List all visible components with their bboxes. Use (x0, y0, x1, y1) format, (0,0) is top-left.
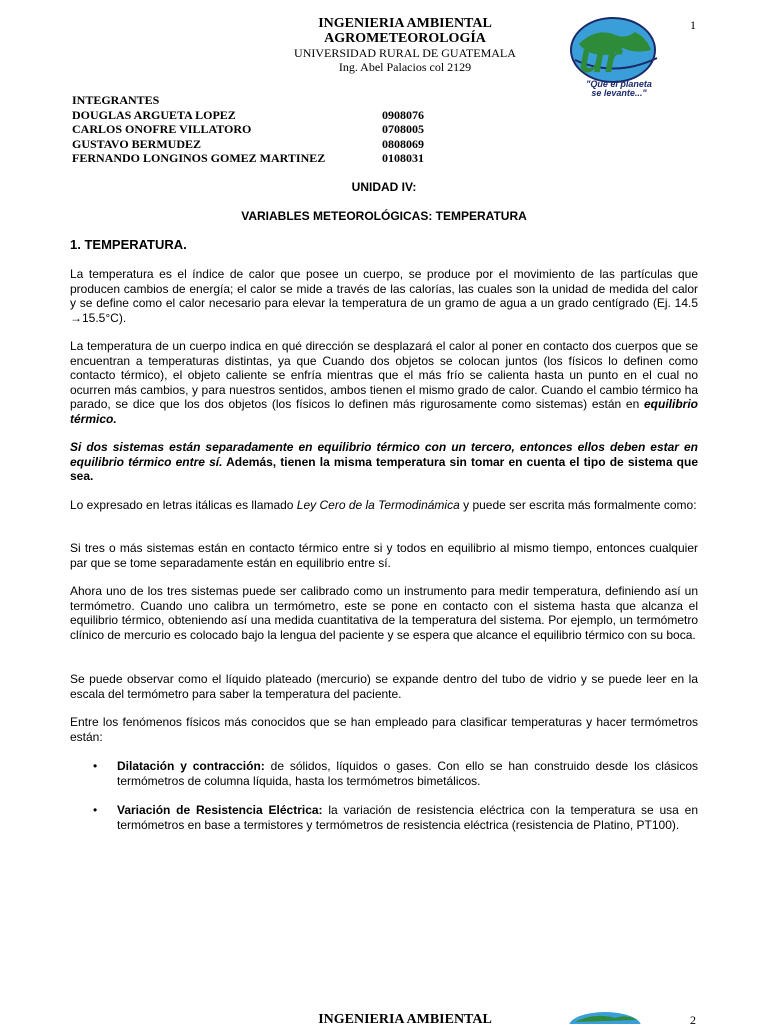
member-id: 0808069 (382, 136, 424, 151)
paragraph-3-rest: Además, tienen la misma temperatura sin tomar en cuenta el tipo de sistema que sea. (70, 454, 698, 483)
unit-title: VARIABLES METEOROLÓGICAS: TEMPERATURA (241, 209, 527, 223)
member-row (72, 107, 424, 123)
next-page-header: INGENIERIA AMBIENTAL (318, 1012, 492, 1027)
logo-slogan-line1: "Que el planeta (586, 79, 652, 89)
member-row (72, 136, 424, 152)
paragraph-2-emphasis: equilibrio térmico. (70, 397, 698, 426)
header-program: INGENIERIA AMBIENTAL (318, 16, 492, 31)
header-instructor: Ing. Abel Palacios col 2129 (338, 60, 472, 74)
bullet-text: de sólidos, líquidos o gases. Con ello se han construido desde los clásicos termómetros de columna líquida, hasta los termómetros bimetálicos. (117, 759, 698, 788)
unit-label: UNIDAD IV: (351, 180, 417, 194)
paragraph-4 (70, 498, 698, 513)
page-number: 1 (690, 18, 696, 32)
member-name: GUSTAVO BERMUDEZ (72, 136, 202, 151)
paragraph-6: Ahora uno de los tres sistemas puede ser calibrado como un instrumento para medir temperatura, definiendo así un termómetro. Cuando uno calibra un termómetro, este se pone en contacto con el sistema hasta que alcanza el equilibrio térmico, obteniendo así una medida cuantitativa de la temperatura del sistema. Por ejemplo, un termómetro clínico de mercurio es colocado bajo la lengua del paciente y se espera que alcance el equilibrio térmico con su boca. (70, 584, 698, 642)
university-logo (565, 14, 675, 104)
member-name: DOUGLAS ARGUETA LOPEZ (72, 107, 236, 122)
paragraph-2-text: La temperatura de un cuerpo indica en qué dirección se desplazará el calor al poner en contacto dos cuerpos que se encuentran a temperaturas distintas, ya que Cuando dos objetos se colocan juntos (los físicos lo definen como contacto térmico), el objeto caliente se enfría mientras que el más frío se calienta hasta un punto en el cual no ocurren más cambios, y para nuestros sentidos, ambos tienen el mismo grado de calor. Cuando el cambio térmico ha parado, se dice que los dos objetos (los físicos lo definen más rigurosamente como sistemas) están en (70, 339, 698, 411)
next-page-number: 2 (690, 1013, 696, 1027)
page-header (260, 16, 550, 74)
bullet-title: Variación de Resistencia Eléctrica: (117, 803, 323, 817)
paragraph-5: Si tres o más sistemas están en contacto térmico entre si y todos en equilibrio al mismo tiempo, entonces cualquier par que se tome separadamente están en equilibrio entre sí. (70, 541, 698, 570)
member-id: 0908076 (382, 107, 424, 122)
header-university: UNIVERSIDAD RURAL DE GUATEMALA (294, 46, 516, 60)
bullet-item (117, 759, 698, 788)
paragraph-7: Se puede observar como el líquido plateado (mercurio) se expande dentro del tubo de vidrio y se puede leer en la escala del termómetro para saber la temperatura del paciente. (70, 672, 698, 701)
members-heading: INTEGRANTES (72, 93, 160, 107)
member-name: CARLOS ONOFRE VILLATORO (72, 122, 252, 136)
paragraph-3 (70, 440, 698, 484)
paragraph-4-a: Lo expresado en letras itálicas es llamado (70, 498, 297, 512)
header-course: AGROMETEOROLOGÍA (324, 31, 486, 46)
bullet-text: la variación de resistencia eléctrica con la temperatura se usa en termómetros en base a termistores y termómetros de resistencia eléctrica (resistencia de Platino, PT100). (117, 803, 698, 832)
member-row (72, 122, 424, 137)
bullet-marker: • (93, 759, 98, 773)
bullet-marker: • (93, 803, 98, 817)
logo-text: ur (579, 34, 621, 81)
paragraph-1: La temperatura es el índice de calor que posee un cuerpo, se produce por el movimiento de las partículas que producen cambios de energía; el calor se mide a través de las calorías, las cuales son la unidad de medida del calor y se define como el calor necesario para elevar la temperatura de un gramo de agua a un grado centígrado (Ej. 14.5 →15.5°C). (70, 267, 698, 325)
bullet-item (117, 803, 698, 832)
paragraph-8: Entre los fenómenos físicos más conocidos que se han empleado para clasificar temperaturas y hacer termómetros están: (70, 715, 698, 744)
section-heading: 1. TEMPERATURA. (70, 237, 187, 252)
next-page-logo-icon (565, 1010, 645, 1024)
member-id: 0708005 (382, 122, 424, 136)
zeroth-law-statement: Si dos sistemas están separadamente en equilibrio térmico con un tercero, entonces ellos deben estar en equilibrio térmico entre sí. (70, 440, 698, 469)
paragraph-4-b: y puede ser escrita más formalmente como: (459, 498, 697, 512)
logo-slogan-line2: se levante..." (591, 88, 647, 98)
paragraph-2 (70, 339, 698, 426)
member-name: FERNANDO LONGINOS GOMEZ MARTINEZ (72, 151, 326, 165)
law-name: Ley Cero de la Termodinámica (296, 498, 460, 512)
member-row (72, 151, 424, 166)
members-list (72, 93, 424, 166)
bullet-title: Dilatación y contracción: (117, 759, 265, 773)
member-id: 0108031 (382, 151, 424, 165)
